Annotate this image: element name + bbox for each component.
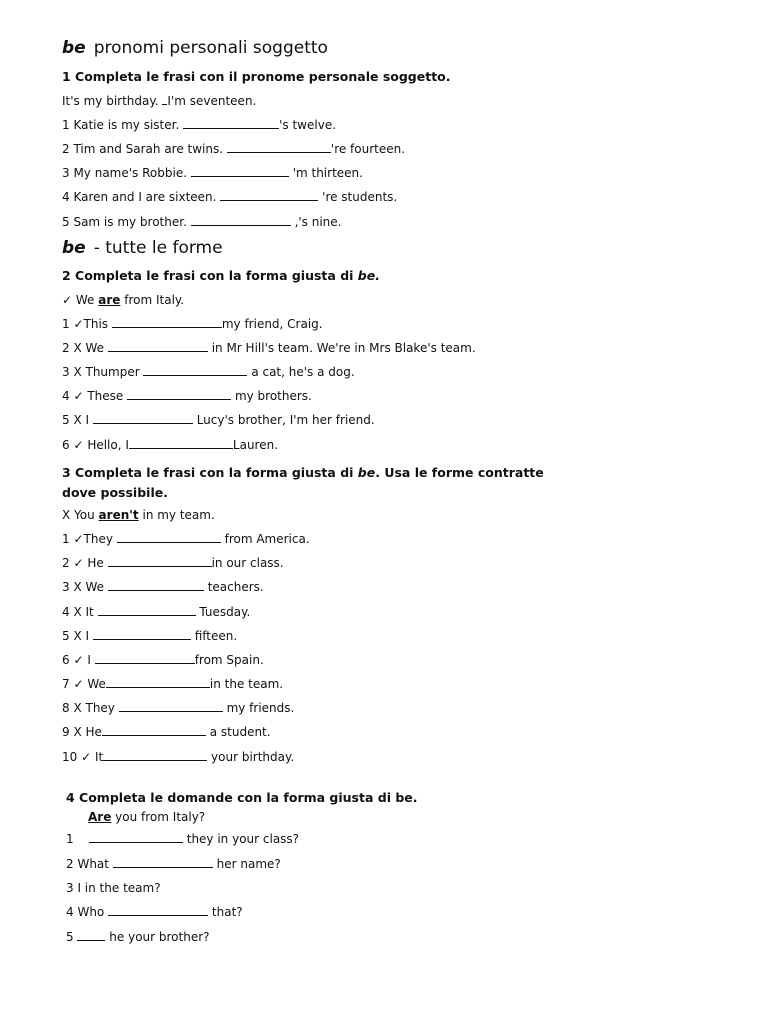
answer-blank[interactable] bbox=[191, 166, 289, 177]
exercise-line bbox=[62, 605, 250, 619]
exercise-line bbox=[66, 832, 299, 846]
exercise-line bbox=[62, 413, 375, 427]
line-text: her name? bbox=[216, 857, 281, 871]
line-text: 4 Who bbox=[66, 905, 105, 919]
answer-blank[interactable] bbox=[119, 701, 223, 712]
exercise-line bbox=[62, 190, 397, 204]
line-text: fifteen. bbox=[194, 629, 238, 643]
line-text: 4 X It bbox=[62, 605, 94, 619]
exercise-line bbox=[62, 215, 341, 229]
answer-blank[interactable] bbox=[227, 142, 331, 153]
line-text: 1 Katie is my sister. bbox=[62, 118, 180, 132]
line-text: 1 bbox=[66, 832, 74, 846]
answer-blank[interactable] bbox=[117, 532, 221, 543]
section-3-example bbox=[62, 508, 215, 522]
line-text: 10 ✓ It bbox=[62, 750, 104, 764]
answer-blank[interactable] bbox=[191, 215, 291, 226]
answer-blank[interactable] bbox=[108, 341, 208, 352]
exercise-line bbox=[62, 580, 264, 594]
example-text: I'm seventeen. bbox=[167, 94, 257, 108]
line-text: 6 ✓ I bbox=[62, 653, 91, 667]
example-text: It's my birthday. bbox=[62, 94, 163, 108]
line-text: 2 X We bbox=[62, 341, 105, 355]
line-text: your birthday. bbox=[211, 750, 295, 764]
line-text: 3 My name's Robbie. bbox=[62, 166, 188, 180]
answer-blank[interactable] bbox=[103, 750, 207, 761]
exercise-line bbox=[62, 629, 237, 643]
exercise-line bbox=[62, 142, 405, 156]
answer-blank[interactable] bbox=[220, 190, 318, 201]
exercise-line bbox=[62, 341, 476, 355]
line-text: a cat, he's a dog. bbox=[251, 365, 355, 379]
instruction-italic: be. bbox=[357, 268, 380, 283]
exercise-line bbox=[66, 881, 161, 895]
example-answer: aren't bbox=[98, 508, 139, 522]
line-text: Lauren. bbox=[232, 438, 279, 452]
exercise-line bbox=[62, 166, 363, 180]
section-2-title bbox=[62, 238, 223, 258]
instruction-italic: be bbox=[357, 465, 376, 480]
answer-blank[interactable] bbox=[93, 413, 193, 424]
title-rest: - tutte le forme bbox=[93, 238, 223, 258]
line-text: 3 I in the team? bbox=[66, 881, 161, 895]
exercise-line bbox=[62, 750, 294, 764]
example-text: ✓ We bbox=[62, 293, 95, 307]
example-answer: Are bbox=[88, 810, 112, 824]
section-1-title bbox=[62, 38, 328, 58]
line-text: in the team. bbox=[209, 677, 284, 691]
exercise-line bbox=[62, 677, 283, 691]
line-text: from America. bbox=[224, 532, 310, 546]
line-text: that? bbox=[211, 905, 243, 919]
example-answer: are bbox=[98, 293, 121, 307]
exercise-line bbox=[62, 438, 278, 452]
answer-blank[interactable] bbox=[113, 857, 213, 868]
title-be: be bbox=[62, 38, 86, 58]
title-be: be bbox=[62, 238, 86, 258]
exercise-line bbox=[62, 317, 323, 331]
section-4-example bbox=[88, 810, 205, 824]
line-text: my friends. bbox=[226, 701, 295, 715]
section-2-example bbox=[62, 293, 184, 307]
line-text: 7 ✓ We bbox=[62, 677, 106, 691]
section-4-instruction: 4 Completa le domande con la forma giusta di be. bbox=[66, 790, 418, 805]
line-text: 3 X We bbox=[62, 580, 105, 594]
section-1-example bbox=[62, 94, 256, 108]
example-text: X You bbox=[62, 508, 95, 522]
instruction-text: 2 Completa le frasi con la forma giusta di bbox=[62, 268, 358, 283]
exercise-line bbox=[66, 905, 243, 919]
answer-blank[interactable] bbox=[95, 653, 195, 664]
line-text: 're fourteen. bbox=[330, 142, 406, 156]
instruction-text: 3 Completa le frasi con la forma giusta di bbox=[62, 465, 358, 480]
line-text: 5 X I bbox=[62, 413, 90, 427]
section-2-instruction bbox=[62, 268, 380, 283]
title-rest: pronomi personali soggetto bbox=[93, 38, 328, 58]
example-text: in my team. bbox=[142, 508, 215, 522]
example-text: from Italy. bbox=[124, 293, 185, 307]
line-text: 2 What bbox=[66, 857, 109, 871]
line-text: Tuesday. bbox=[199, 605, 251, 619]
answer-blank[interactable] bbox=[108, 556, 212, 567]
line-text: 2 ✓ He bbox=[62, 556, 104, 570]
line-text: my brothers. bbox=[234, 389, 312, 403]
answer-blank[interactable] bbox=[102, 725, 206, 736]
line-text: 3 X Thumper bbox=[62, 365, 140, 379]
answer-blank[interactable] bbox=[93, 629, 191, 640]
answer-blank[interactable] bbox=[108, 580, 204, 591]
exercise-line bbox=[62, 389, 312, 403]
line-text: 's twelve. bbox=[279, 118, 337, 132]
answer-blank[interactable] bbox=[112, 317, 222, 328]
answer-blank[interactable] bbox=[143, 365, 247, 376]
answer-blank[interactable] bbox=[106, 677, 210, 688]
section-1-instruction: 1 Completa le frasi con il pronome personale soggetto. bbox=[62, 69, 451, 84]
line-text: they in your class? bbox=[186, 832, 300, 846]
exercise-line bbox=[66, 857, 281, 871]
exercise-line bbox=[62, 365, 355, 379]
answer-blank[interactable] bbox=[108, 905, 208, 916]
line-text: in Mr Hill's team. We're in Mrs Blake's team. bbox=[211, 341, 476, 355]
answer-blank[interactable] bbox=[127, 389, 231, 400]
line-text: Lucy's brother, I'm her friend. bbox=[196, 413, 375, 427]
exercise-line bbox=[62, 118, 336, 132]
line-text: 4 Karen and I are sixteen. bbox=[62, 190, 217, 204]
line-text: 'm thirteen. bbox=[292, 166, 363, 180]
line-text: 2 Tim and Sarah are twins. bbox=[62, 142, 224, 156]
answer-blank[interactable] bbox=[98, 605, 196, 616]
exercise-line bbox=[66, 930, 210, 944]
line-text: teachers. bbox=[207, 580, 264, 594]
exercise-line bbox=[62, 556, 284, 570]
line-text: 5 bbox=[66, 930, 74, 944]
answer-blank[interactable] bbox=[129, 438, 233, 449]
line-text: 5 Sam is my brother. bbox=[62, 215, 187, 229]
answer-blank[interactable] bbox=[89, 832, 183, 843]
answer-blank[interactable] bbox=[77, 930, 105, 941]
line-text: 're students. bbox=[322, 190, 398, 204]
line-text: 9 X He bbox=[62, 725, 102, 739]
section-3-instruction-cont: dove possibile. bbox=[62, 485, 168, 500]
line-text: 1 ✓This bbox=[62, 317, 112, 331]
line-text: ,'s nine. bbox=[294, 215, 342, 229]
example-text: you from Italy? bbox=[115, 810, 206, 824]
instruction-text: . Usa le forme contratte bbox=[375, 465, 544, 480]
line-text: 8 X They bbox=[62, 701, 115, 715]
line-text: he your brother? bbox=[109, 930, 210, 944]
line-text: from Spain. bbox=[194, 653, 264, 667]
exercise-line bbox=[62, 701, 294, 715]
line-text: 6 ✓ Hello, I bbox=[62, 438, 129, 452]
section-3-instruction bbox=[62, 465, 544, 480]
answer-blank[interactable] bbox=[183, 118, 279, 129]
line-text: 1 ✓They bbox=[62, 532, 113, 546]
exercise-line bbox=[62, 532, 310, 546]
line-text: my friend, Craig. bbox=[221, 317, 323, 331]
exercise-line bbox=[62, 725, 271, 739]
line-text: in our class. bbox=[211, 556, 284, 570]
line-text: 5 X I bbox=[62, 629, 90, 643]
exercise-line bbox=[62, 653, 264, 667]
line-text: 4 ✓ These bbox=[62, 389, 124, 403]
line-text: a student. bbox=[209, 725, 271, 739]
